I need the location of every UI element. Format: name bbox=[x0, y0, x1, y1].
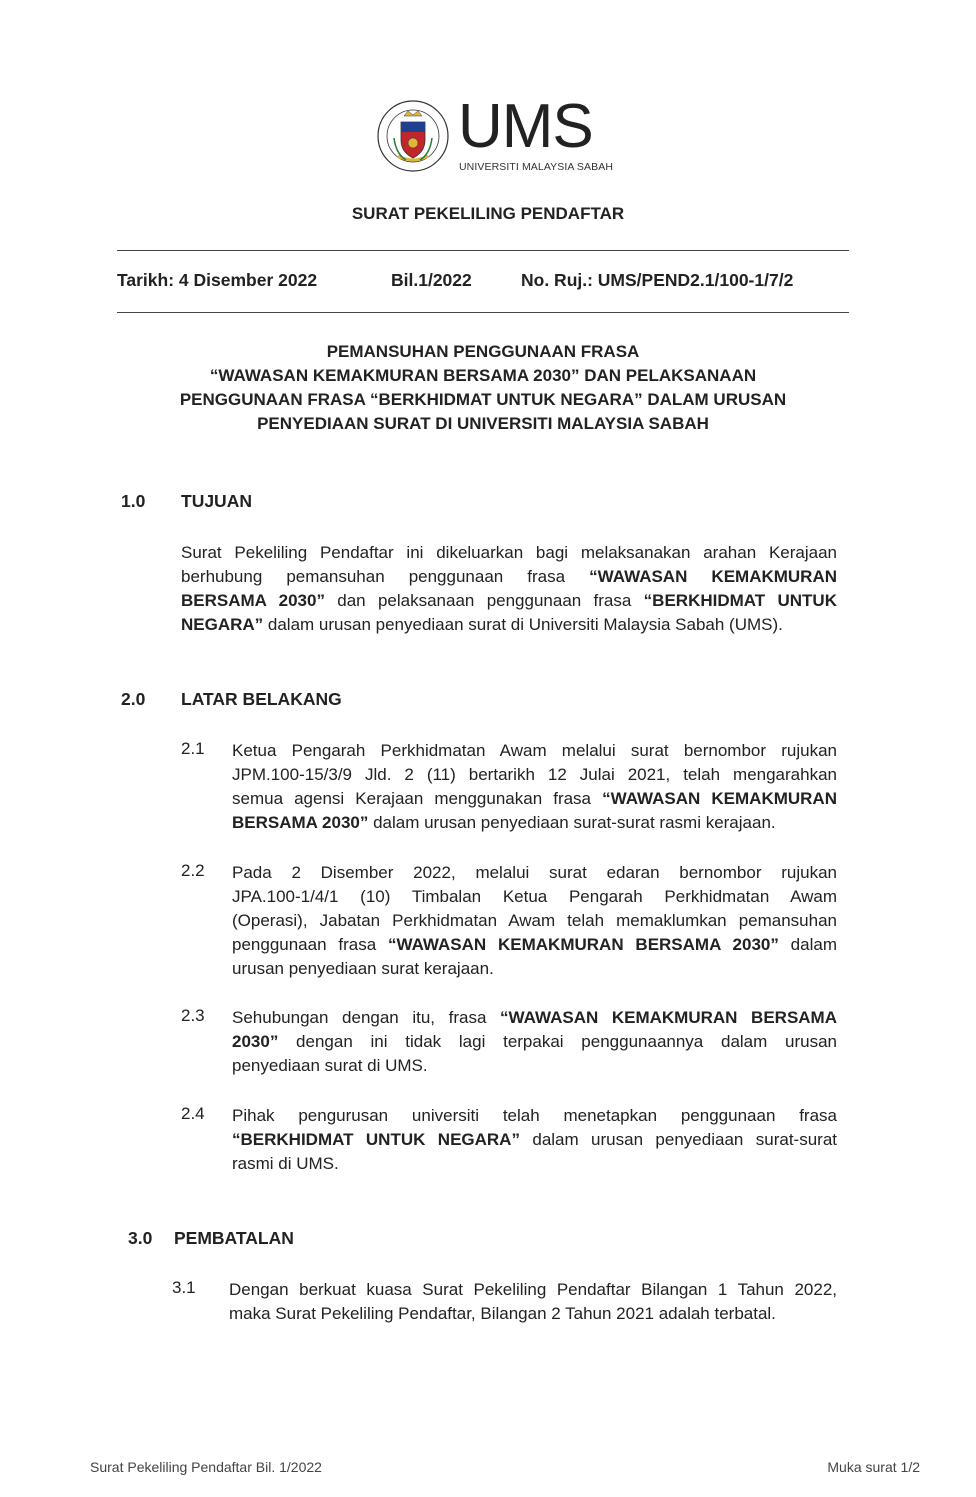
footer-reference: Surat Pekeliling Pendaftar Bil. 1/2022 bbox=[90, 1459, 322, 1475]
subject-line: PENYEDIAAN SURAT DI UNIVERSITI MALAYSIA SABAH bbox=[257, 414, 709, 433]
logo-wordmark: UMS bbox=[458, 92, 593, 161]
university-crest-icon bbox=[376, 98, 450, 174]
paragraph-line: Sehubungan dengan itu, frasa “WAWASAN KEMAKMURAN BERSAMA bbox=[232, 1008, 837, 1027]
item-2-1-paragraph bbox=[232, 739, 837, 835]
section-number: 1.0 bbox=[121, 491, 146, 511]
paragraph-line: penyediaan surat di UMS. bbox=[232, 1056, 428, 1075]
section-number: 3.0 bbox=[128, 1228, 153, 1248]
subject-line: PENGGUNAAN FRASA “BERKHIDMAT UNTUK NEGARA” DALAM URUSAN bbox=[179, 390, 787, 409]
paragraph-line: Surat Pekeliling Pendaftar ini dikeluarkan bagi melaksanakan arahan Kerajaan bbox=[181, 543, 837, 562]
paragraph-line: rasmi di UMS. bbox=[232, 1154, 339, 1173]
subject-line: PEMANSUHAN PENGGUNAAN FRASA bbox=[326, 342, 640, 361]
paragraph-line: NEGARA” dalam urusan penyediaan surat di Universiti Malaysia Sabah (UMS). bbox=[181, 615, 783, 634]
divider-top bbox=[117, 250, 849, 251]
divider-bottom bbox=[117, 312, 849, 313]
paragraph-line: 2030” dengan ini tidak lagi terpakai penggunaannya dalam urusan bbox=[232, 1032, 837, 1051]
document-title: SURAT PEKELILING PENDAFTAR bbox=[351, 204, 625, 223]
paragraph-line: Pada 2 Disember 2022, melalui surat edaran bernombor rujukan bbox=[232, 863, 837, 882]
paragraph-line: Pihak pengurusan universiti telah menetapkan penggunaan frasa bbox=[232, 1106, 837, 1125]
paragraph-line: semua agensi Kerajaan menggunakan frasa “WAWASAN KEMAKMURAN bbox=[232, 789, 837, 808]
paragraph-line: urusan penyediaan surat kerajaan. bbox=[232, 959, 494, 978]
paragraph-line: berhubung pemansuhan penggunaan frasa “WAWASAN KEMAKMURAN bbox=[181, 567, 838, 586]
paragraph-line: “BERKHIDMAT UNTUK NEGARA” dalam urusan penyediaan surat-surat bbox=[232, 1130, 837, 1149]
paragraph-line: Ketua Pengarah Perkhidmatan Awam melalui surat bernombor rujukan bbox=[232, 741, 837, 760]
item-2-3-paragraph bbox=[232, 1006, 837, 1078]
section-title: PEMBATALAN bbox=[174, 1228, 294, 1248]
item-number: 3.1 bbox=[172, 1278, 196, 1297]
item-2-4-paragraph bbox=[232, 1104, 837, 1176]
section-number: 2.0 bbox=[121, 689, 146, 709]
meta-number: Bil.1/2022 bbox=[391, 270, 472, 290]
paragraph-line: penggunaan frasa “WAWASAN KEMAKMURAN BERSAMA 2030” dalam bbox=[232, 935, 837, 954]
subject-line: “WAWASAN KEMAKMURAN BERSAMA 2030” DAN PELAKSANAAN bbox=[209, 366, 757, 385]
section-title: LATAR BELAKANG bbox=[181, 689, 342, 709]
item-2-2-paragraph bbox=[232, 861, 837, 981]
item-number: 2.1 bbox=[181, 739, 205, 758]
item-3-1-paragraph bbox=[229, 1278, 837, 1326]
section-title: TUJUAN bbox=[181, 491, 252, 511]
subject-heading bbox=[117, 340, 849, 436]
item-number: 2.2 bbox=[181, 861, 205, 880]
paragraph-line: JPM.100-15/3/9 Jld. 2 (11) bertarikh 12 Julai 2021, telah mengarahkan bbox=[232, 765, 837, 784]
paragraph-line: JPA.100-1/4/1 (10) Timbalan Ketua Pengarah Perkhidmatan Awam bbox=[232, 887, 837, 906]
item-number: 2.3 bbox=[181, 1006, 205, 1025]
logo-subtitle: UNIVERSITI MALAYSIA SABAH bbox=[459, 161, 614, 173]
ums-logo bbox=[376, 92, 616, 178]
item-number: 2.4 bbox=[181, 1104, 205, 1123]
section-1-paragraph bbox=[181, 541, 837, 637]
meta-date: Tarikh: 4 Disember 2022 bbox=[117, 270, 318, 290]
paragraph-line: maka Surat Pekeliling Pendaftar, Bilangan 2 Tahun 2021 adalah terbatal. bbox=[229, 1304, 776, 1323]
paragraph-line: BERSAMA 2030” dan pelaksanaan penggunaan frasa “BERKHIDMAT UNTUK bbox=[181, 591, 837, 610]
paragraph-line: BERSAMA 2030” dalam urusan penyediaan surat-surat rasmi kerajaan. bbox=[232, 813, 776, 832]
page-number: Muka surat 1/2 bbox=[827, 1459, 920, 1475]
paragraph-line: Dengan berkuat kuasa Surat Pekeliling Pendaftar Bilangan 1 Tahun 2022, bbox=[229, 1280, 837, 1299]
meta-reference: No. Ruj.: UMS/PEND2.1/100-1/7/2 bbox=[521, 270, 794, 290]
paragraph-line: (Operasi), Jabatan Perkhidmatan Awam telah memaklumkan pemansuhan bbox=[232, 911, 837, 930]
